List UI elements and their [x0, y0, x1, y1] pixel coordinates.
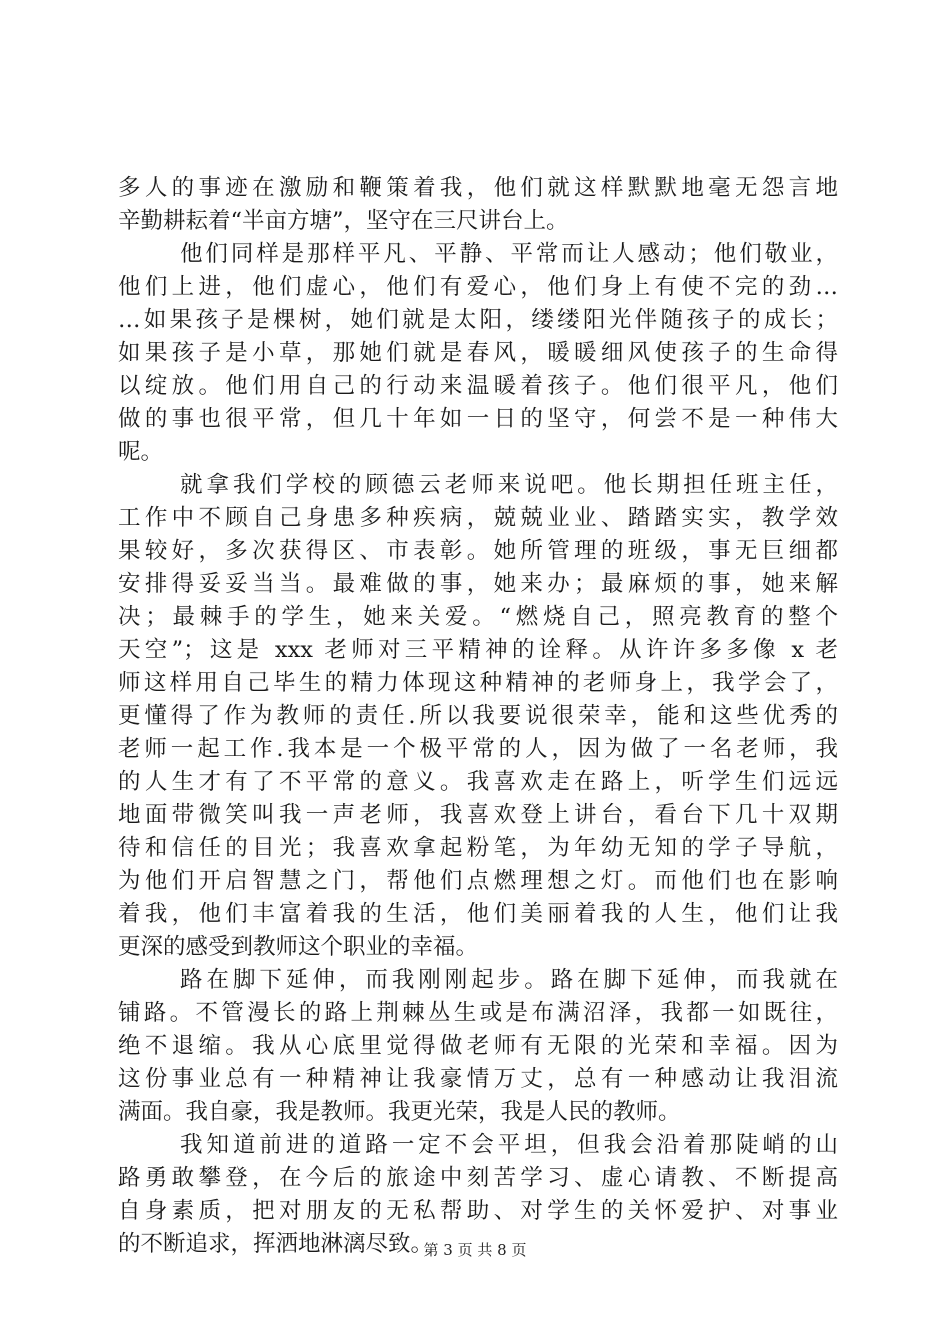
text-line: 他们上进，他们虚心，他们有爱心，他们身上有使不完的劲…: [118, 274, 838, 300]
text-line: 更懂得了作为教师的责任.所以我要说很荣幸，能和这些优秀的: [118, 703, 838, 729]
paragraph: [118, 238, 838, 469]
paragraph: [118, 964, 838, 1129]
text-line: 绝不退缩。我从心底里觉得做老师有无限的光荣和幸福。因为: [118, 1033, 838, 1059]
text-line: 满面。我自豪，我是教师。我更光荣，我是人民的教师。: [118, 1099, 681, 1125]
body-text: [118, 172, 838, 1261]
paragraph: [118, 172, 838, 238]
text-line: 为他们开启智慧之门，帮他们点燃理想之灯。而他们也在影响: [118, 868, 838, 894]
text-line: 的不断追求，挥洒地淋漓尽致。: [118, 1231, 434, 1257]
text-line: 就拿我们学校的顾德云老师来说吧。他长期担任班主任，: [180, 472, 838, 498]
text-line: 路勇敢攀登，在今后的旅途中刻苦学习、虚心请教、不断提高: [118, 1165, 838, 1191]
text-line: 我知道前进的道路一定不会平坦，但我会沿着那陡峭的山: [180, 1132, 838, 1158]
text-line: …如果孩子是棵树，她们就是太阳，缕缕阳光伴随孩子的成长；: [118, 307, 838, 333]
text-line: 这份事业总有一种精神让我豪情万丈，总有一种感动让我泪流: [118, 1066, 838, 1092]
text-line: 果较好，多次获得区、市表彰。她所管理的班级，事无巨细都: [118, 538, 838, 564]
text-line: 更深的感受到教师这个职业的幸福。: [118, 934, 479, 960]
text-line: 路在脚下延伸，而我刚刚起步。路在脚下延伸，而我就在: [180, 967, 838, 993]
text-line: 多人的事迹在激励和鞭策着我，他们就这样默默地毫无怨言地: [118, 175, 838, 201]
text-line: 天空”；这是 xxx 老师对三平精神的诠释。从许许多多像 x 老: [118, 637, 838, 663]
text-line: 着我，他们丰富着我的生活，他们美丽着我的人生，他们让我: [118, 901, 838, 927]
text-line: 安排得妥妥当当。最难做的事，她来办；最麻烦的事，她来解: [118, 571, 838, 597]
text-line: 如果孩子是小草，那她们就是春风，暖暖细风使孩子的生命得: [118, 340, 838, 366]
text-line: 呢。: [118, 439, 164, 465]
text-line: 老师一起工作.我本是一个极平常的人，因为做了一名老师，我: [118, 736, 838, 762]
paragraph: [118, 469, 838, 964]
text-line: 工作中不顾自己身患多种疾病，兢兢业业、踏踏实实，教学效: [118, 505, 838, 531]
text-line: 铺路。不管漫长的路上荆棘丛生或是布满沼泽，我都一如既往，: [118, 1000, 838, 1026]
text-line: 师这样用自己毕生的精力体现这种精神的老师身上，我学会了，: [118, 670, 838, 696]
text-line: 自身素质，把对朋友的无私帮助、对学生的关怀爱护、对事业: [118, 1198, 838, 1224]
text-line: 待和信任的目光；我喜欢拿起粉笔，为年幼无知的学子导航，: [118, 835, 838, 861]
page-footer: 第 3 页 共 8 页: [423, 1241, 527, 1259]
text-line: 辛勤耕耘着“半亩方塘”，坚守在三尺讲台上。: [118, 208, 569, 234]
text-line: 决；最棘手的学生，她来关爱。“燃烧自己，照亮教育的整个: [118, 604, 838, 630]
text-line: 地面带微笑叫我一声老师，我喜欢登上讲台，看台下几十双期: [118, 802, 838, 828]
text-line: 做的事也很平常，但几十年如一日的坚守，何尝不是一种伟大: [118, 406, 838, 432]
text-line: 以绽放。他们用自己的行动来温暖着孩子。他们很平凡，他们: [118, 373, 838, 399]
text-line: 他们同样是那样平凡、平静、平常而让人感动；他们敬业，: [180, 241, 838, 267]
text-line: 的人生才有了不平常的意义。我喜欢走在路上，听学生们远远: [118, 769, 838, 795]
